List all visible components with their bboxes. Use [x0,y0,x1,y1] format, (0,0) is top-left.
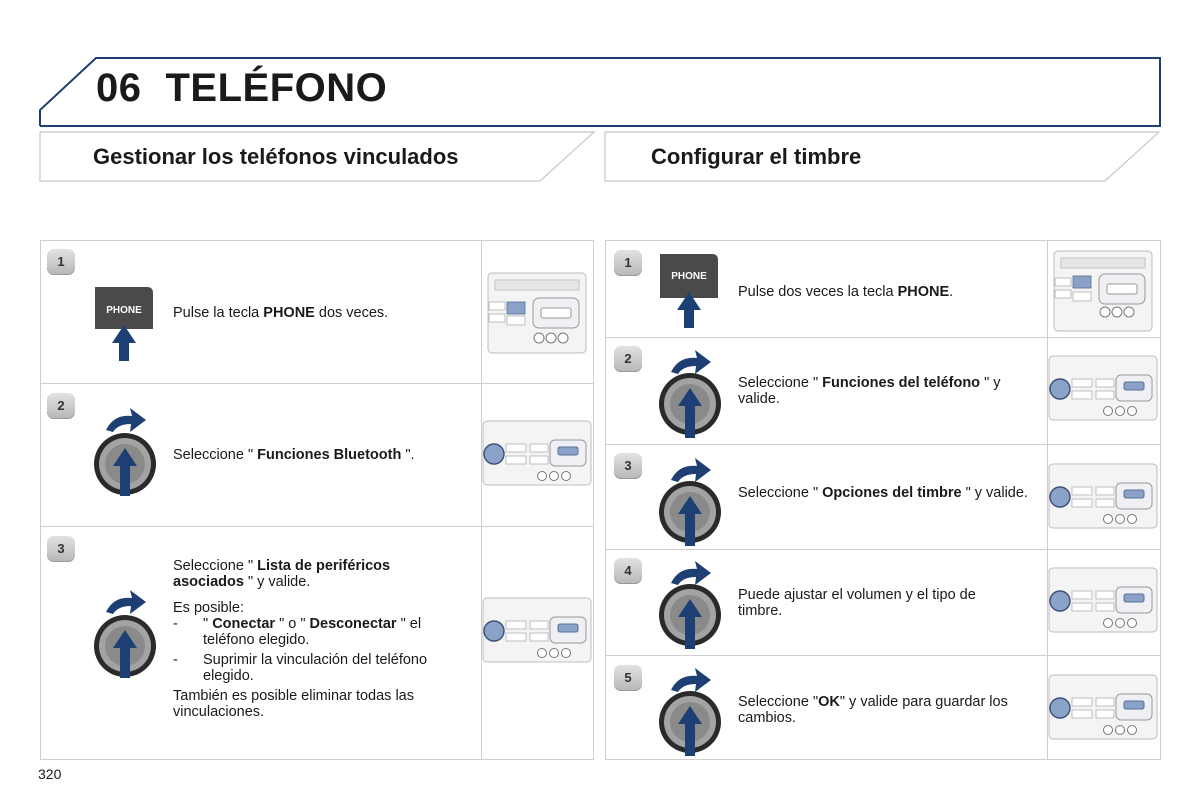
step-divider [41,526,593,527]
step-divider [606,337,1160,338]
chapter-number: 06 [96,66,142,110]
step-text: Pulse la tecla PHONE dos veces. [173,305,389,321]
rotary-knob-icon [90,582,160,680]
bullet-list [173,616,458,684]
step-divider [41,383,593,384]
step-number-badge: 1 [47,249,75,275]
step-text: Seleccione "OK" y valide para guardar los cambios. [738,694,1008,726]
radio-front-panel-thumbnail [482,420,592,486]
step-number-badge: 2 [614,346,642,372]
step-divider [606,549,1160,550]
list-item: - Suprimir la vinculación del teléfono elegido. [173,652,428,684]
possible-label: Es posible: [173,600,244,616]
radio-front-panel-thumbnail [1048,463,1158,529]
phone-key-label: PHONE [671,271,707,282]
step-text: Pulse dos veces la tecla PHONE. [738,284,954,300]
step-text: Puede ajustar el volumen y el tipo de timbre. [738,587,976,619]
chapter-heading: TELÉFONO [165,66,388,110]
radio-front-panel-thumbnail [482,597,592,663]
radio-front-panel-thumbnail [1048,674,1158,740]
rotary-knob-icon [655,342,725,440]
step-text: Seleccione " Funciones del teléfono " y valide. [738,375,1001,407]
rotary-knob-icon [90,400,160,498]
phone-key-label: PHONE [106,305,142,316]
step-note: También es posible eliminar todas las vinculaciones. [173,688,414,720]
right-section-title: Configurar el timbre [651,144,862,169]
phone-key-icon [92,285,156,365]
radio-front-panel-thumbnail [1053,250,1153,332]
left-section-title: Gestionar los teléfonos vinculados [93,144,459,169]
phone-key-icon [657,252,721,332]
step-text: Seleccione " Opciones del timbre " y valide. [738,485,1028,501]
rotary-knob-icon [655,553,725,651]
step-number-badge: 2 [47,393,75,419]
rotary-knob-icon [655,450,725,548]
radio-front-panel-thumbnail [1048,567,1158,633]
rotary-knob-icon [655,660,725,758]
step-text: Seleccione " Lista de periféricos asociados " y valide. Es posible: - " Conectar " o " Desconectar " el teléfono elegido. - Suprimir la vinculación del teléfono elegido. También es posible eliminar todas las vinculaciones. [173,558,458,720]
page-number: 320 [38,766,62,782]
step-number-badge: 3 [47,536,75,562]
step-number-badge: 5 [614,665,642,691]
step-divider [606,655,1160,656]
radio-front-panel-thumbnail [487,272,587,354]
radio-front-panel-thumbnail [1048,355,1158,421]
list-item: - " Conectar " o " Desconectar " el teléfono elegido. [173,616,422,648]
step-text: Seleccione " Funciones Bluetooth ". [173,447,415,463]
step-number-badge: 3 [614,453,642,479]
step-divider [606,444,1160,445]
step-number-badge: 4 [614,558,642,584]
step-number-badge: 1 [614,250,642,276]
